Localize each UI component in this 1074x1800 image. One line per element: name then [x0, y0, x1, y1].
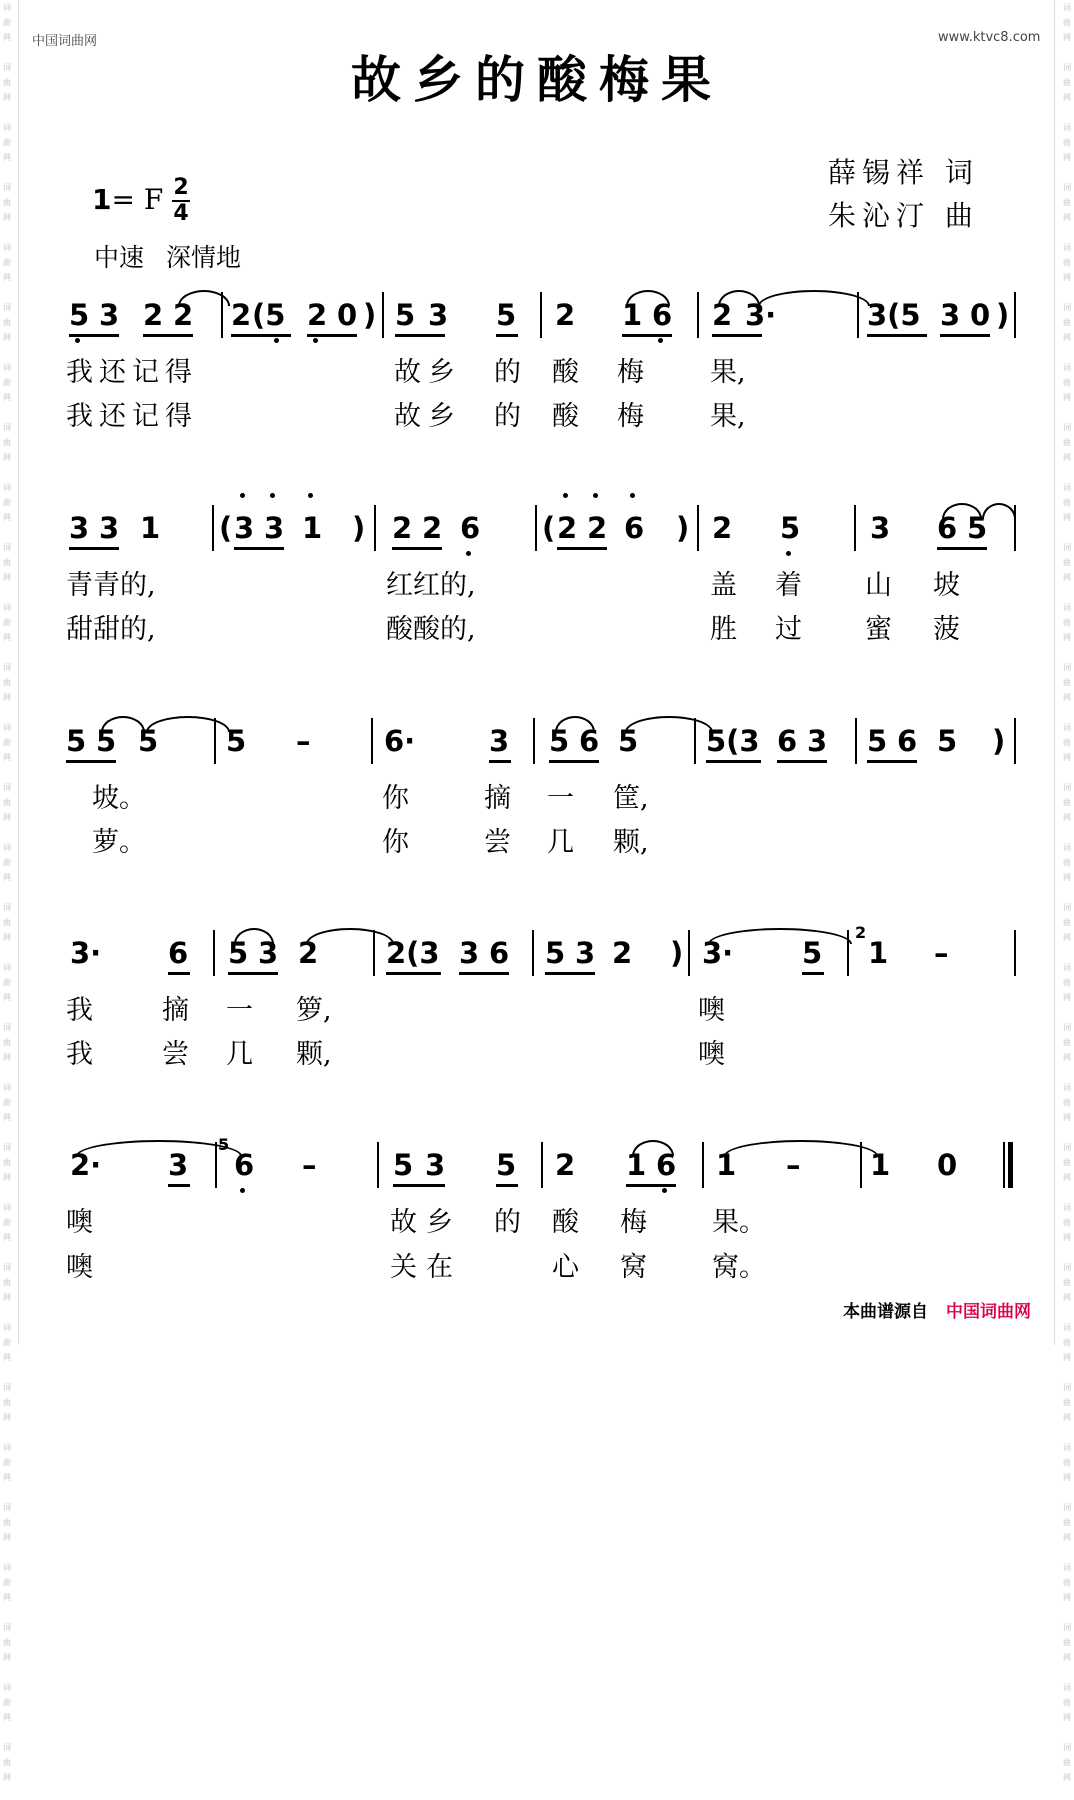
lyric: 噢: [698, 1039, 725, 1070]
note: ): [363, 298, 377, 332]
time-bottom: 4: [173, 201, 189, 226]
note: 2: [298, 936, 319, 970]
beam: [393, 1184, 445, 1187]
lyric: 萝。: [92, 827, 146, 858]
note: 3(5: [867, 298, 921, 332]
source-footer: [843, 1297, 1031, 1322]
note: 3: [69, 511, 90, 545]
barline: [1014, 292, 1016, 338]
right-border: [1054, 0, 1055, 1345]
barline: [1014, 718, 1016, 764]
note: 3: [264, 511, 285, 545]
note: 0: [970, 298, 991, 332]
slur: [708, 928, 852, 944]
lyric: 果。: [712, 1207, 766, 1238]
note: 3: [168, 1148, 189, 1182]
lyric: 颗,: [296, 1039, 332, 1070]
lyrics-2-verse-1: [0, 569, 1074, 603]
lyric: 坡: [933, 570, 960, 601]
beam: [557, 547, 607, 550]
barline: [860, 1142, 862, 1188]
lyric: 乡: [428, 357, 455, 388]
lyric: 摘: [484, 783, 511, 814]
barline: [855, 718, 857, 764]
high-dot: [270, 493, 275, 498]
lyric: 几: [547, 827, 574, 858]
lyric: 红红的,: [386, 570, 476, 601]
note: –: [934, 936, 949, 970]
note: (5: [252, 298, 286, 332]
lyric: 筐,: [613, 783, 649, 814]
note: 2: [557, 511, 578, 545]
lyric: 菠: [933, 614, 960, 645]
beam: [395, 334, 445, 337]
barline: [697, 505, 699, 551]
source-label: 本曲谱源自: [843, 1302, 928, 1322]
lyrics-5-verse-1: [0, 1206, 1074, 1240]
beam: [143, 334, 193, 337]
song-title: 故乡的酸梅果: [351, 50, 723, 109]
barline: [371, 718, 373, 764]
note: 5: [138, 724, 159, 758]
lyric: 的: [494, 401, 521, 432]
note: 2: [612, 936, 633, 970]
lyric: 的: [494, 357, 521, 388]
note: –: [296, 724, 311, 758]
side-watermark-text: 词 曲 网 词 曲 网 词 曲 网 词 曲 网 词 曲 网 词 曲 网 词 曲 网 词 曲 网 词 曲 网 词 曲 网 词 曲 网 词 曲 网 词 曲 网 词 曲 网 词 曲 网 词 曲 网 词 曲 网 词 曲 网 词 曲 网 词 曲 网 词 曲 网 词 曲 网 词 曲 网 词 曲 网 词 曲 网 词 曲 网 词 曲 网 词 曲 网 词 曲 网 词 曲 网: [1063, 3, 1071, 1782]
beam: [496, 334, 518, 337]
beam: [307, 334, 357, 337]
lyric: 盖: [710, 570, 737, 601]
beam: [392, 547, 442, 550]
lyric: 酸酸的,: [386, 614, 476, 645]
time-signature: [172, 176, 190, 226]
tie: [146, 716, 230, 732]
lyrics-5-verse-2: [0, 1251, 1074, 1285]
note: ): [352, 511, 366, 545]
note: 2: [712, 511, 733, 545]
low-dot: [662, 1188, 667, 1193]
note: 5: [545, 936, 566, 970]
lyric: 的: [494, 1207, 521, 1238]
lyric: 我还记得: [66, 401, 198, 432]
beam: [168, 972, 190, 975]
slur: [942, 503, 982, 519]
grace-note: 2: [855, 923, 867, 942]
staff-line-2: [0, 511, 1074, 561]
barline: [697, 292, 699, 338]
note: 5: [496, 1148, 517, 1182]
note: 3: [258, 936, 279, 970]
note: 2: [173, 298, 194, 332]
lyric: 酸: [552, 401, 579, 432]
barline: [212, 505, 214, 551]
barline: [857, 292, 859, 338]
header-right-site: www.ktvc8.com: [938, 30, 1041, 45]
lyrics-1-verse-1: [0, 356, 1074, 390]
header-left-site: 中国词曲网: [32, 34, 98, 49]
tie: [625, 716, 713, 732]
beam: [712, 334, 762, 337]
low-dot: [658, 338, 663, 343]
staff-line-1: [0, 298, 1074, 348]
barline: [532, 930, 534, 976]
lyric: 果,: [710, 357, 746, 388]
lyric: 坡。: [92, 783, 146, 814]
note: 1: [302, 511, 323, 545]
beam: [626, 1184, 676, 1187]
note: 3: [940, 298, 961, 332]
barline: [221, 292, 223, 338]
note: 3: [870, 511, 891, 545]
lyrics-4-verse-2: [0, 1038, 1074, 1072]
tempo-expression: 深情地: [166, 243, 242, 272]
note: 1: [716, 1148, 737, 1182]
composer-credit: 朱沁汀 曲: [828, 199, 979, 232]
lyric: 噢: [698, 995, 725, 1026]
beam: [622, 334, 672, 337]
note: ): [676, 511, 690, 545]
high-dot: [630, 493, 635, 498]
slur: [101, 716, 145, 732]
beam: [231, 334, 291, 337]
note: 5: [393, 1148, 414, 1182]
note: 5: [802, 936, 823, 970]
note: –: [302, 1148, 317, 1182]
beam: [802, 972, 824, 975]
lyric: 窝: [620, 1252, 647, 1283]
note: 2: [712, 298, 733, 332]
staff-line-3: [0, 724, 1074, 774]
note: 5: [618, 724, 639, 758]
lyric: 乡: [426, 1207, 453, 1238]
lyric: 尝: [162, 1039, 189, 1070]
lyric: 我还记得: [66, 357, 198, 388]
lyrics-4-verse-1: [0, 994, 1074, 1028]
beam: [489, 760, 511, 763]
lyric: 梅: [617, 357, 644, 388]
note: 1: [626, 1148, 647, 1182]
note: 1: [868, 936, 889, 970]
note: 2: [587, 511, 608, 545]
lyric: 酸: [552, 1207, 579, 1238]
note: 6: [460, 511, 481, 545]
low-dot: [274, 338, 279, 343]
lyric: 噢: [66, 1252, 93, 1283]
lyric: 过: [775, 614, 802, 645]
beam: [937, 547, 987, 550]
side-watermark-text: 词 曲 网 词 曲 网 词 曲 网 词 曲 网 词 曲 网 词 曲 网 词 曲 网 词 曲 网 词 曲 网 词 曲 网 词 曲 网 词 曲 网 词 曲 网 词 曲 网 词 曲 网 词 曲 网 词 曲 网 词 曲 网 词 曲 网 词 曲 网 词 曲 网 词 曲 网 词 曲 网 词 曲 网 词 曲 网 词 曲 网 词 曲 网 词 曲 网 词 曲 网 词 曲 网: [3, 3, 11, 1782]
tie: [306, 928, 394, 944]
barline: [374, 505, 376, 551]
note: ): [992, 724, 1006, 758]
lyric: 胜: [710, 614, 737, 645]
barline: [377, 1142, 379, 1188]
barline: [214, 718, 216, 764]
note: 6: [234, 1148, 255, 1182]
note: 2(3: [386, 936, 440, 970]
barline: [847, 930, 849, 976]
note: 0: [337, 298, 358, 332]
lyric: 果,: [710, 401, 746, 432]
final-barline-thick: [1008, 1142, 1013, 1188]
barline: [694, 718, 696, 764]
tie: [724, 1140, 878, 1156]
note: ): [670, 936, 684, 970]
left-watermark-strip: [0, 0, 14, 1782]
note: 3: [428, 298, 449, 332]
slur: [718, 290, 760, 306]
note: 3: [99, 298, 120, 332]
note: 5: [66, 724, 87, 758]
note: 1: [622, 298, 643, 332]
lyric: 箩,: [296, 995, 332, 1026]
beam: [545, 972, 595, 975]
high-dot: [593, 493, 598, 498]
final-barline-thin: [1003, 1142, 1005, 1188]
note: 6: [624, 511, 645, 545]
note: 1: [870, 1148, 891, 1182]
barline: [533, 718, 535, 764]
lyrics-2-verse-2: [0, 613, 1074, 647]
lyric: 蜜: [865, 614, 892, 645]
beam: [66, 760, 116, 763]
source-brand-link[interactable]: 中国词曲网: [946, 1302, 1031, 1322]
note: 6: [168, 936, 189, 970]
left-border: [18, 0, 19, 1345]
note: 1: [140, 511, 161, 545]
slur: [555, 716, 595, 732]
tempo-speed: 中速: [94, 243, 145, 272]
slur: [234, 928, 274, 944]
beam: [867, 334, 927, 337]
right-watermark-strip: [1060, 0, 1074, 1782]
lyricist-credit: 薛锡祥 词: [828, 156, 979, 189]
note: 2: [555, 1148, 576, 1182]
note: 3: [575, 936, 596, 970]
lyric: 梅: [620, 1207, 647, 1238]
note: 5(3: [706, 724, 760, 758]
note: 5: [967, 511, 988, 545]
high-dot: [240, 493, 245, 498]
low-dot: [786, 551, 791, 556]
barline: [535, 505, 537, 551]
beam: [168, 1184, 190, 1187]
note: 6: [489, 936, 510, 970]
beam: [940, 334, 990, 337]
note: 3: [425, 1148, 446, 1182]
time-top: 2: [173, 175, 189, 200]
lyric: 颗,: [613, 827, 649, 858]
lyric: 故: [394, 401, 421, 432]
lyric: 你: [382, 827, 409, 858]
note: 5: [395, 298, 416, 332]
key-eq: =: [111, 183, 135, 216]
lyric: 山: [865, 570, 892, 601]
note: 3·: [702, 936, 734, 970]
barline: [382, 292, 384, 338]
lyric: 梅: [617, 401, 644, 432]
note: 3·: [745, 298, 777, 332]
barline: [373, 930, 375, 976]
note: 6: [777, 724, 798, 758]
lyric: 酸: [552, 357, 579, 388]
note: 6·: [384, 724, 416, 758]
note: 3·: [70, 936, 102, 970]
lyrics-3-verse-2: [0, 826, 1074, 860]
note: 3: [489, 724, 510, 758]
key-signature: [92, 183, 163, 216]
note: 0: [937, 1148, 958, 1182]
barline: [215, 1142, 217, 1188]
beam: [777, 760, 827, 763]
note: 6: [652, 298, 673, 332]
high-dot: [563, 493, 568, 498]
lyric: 几: [226, 1039, 253, 1070]
note: 6: [656, 1148, 677, 1182]
lyric: 窝。: [712, 1252, 766, 1283]
lyric: 我: [66, 995, 93, 1026]
note: 5: [228, 936, 249, 970]
lyric: 一: [547, 783, 574, 814]
lyric: 噢: [66, 1207, 93, 1238]
barline: [1014, 930, 1016, 976]
note: (: [219, 511, 233, 545]
lyric: 在: [426, 1252, 453, 1283]
low-dot: [75, 338, 80, 343]
lyric: 摘: [162, 995, 189, 1026]
beam: [386, 972, 441, 975]
note: 3: [99, 511, 120, 545]
note: 2: [143, 298, 164, 332]
note: 5: [96, 724, 117, 758]
note: 6: [937, 511, 958, 545]
staff-line-5: [0, 1135, 1074, 1198]
barline: [1014, 505, 1016, 551]
barline: [854, 505, 856, 551]
slur: [626, 290, 670, 306]
note: 3: [459, 936, 480, 970]
note: 2: [422, 511, 443, 545]
low-dot: [466, 551, 471, 556]
note: (: [542, 511, 556, 545]
note: 5: [937, 724, 958, 758]
note: 2: [231, 298, 252, 332]
beam: [549, 760, 599, 763]
note: ): [996, 298, 1010, 332]
lyric: 我: [66, 1039, 93, 1070]
note: –: [786, 1148, 801, 1182]
beam: [867, 760, 917, 763]
lyric: 甜甜的,: [66, 614, 156, 645]
note: 2·: [70, 1148, 102, 1182]
beam: [228, 972, 278, 975]
lyrics-1-verse-2: [0, 400, 1074, 434]
lyric: 你: [382, 783, 409, 814]
lyric: 故: [394, 357, 421, 388]
low-dot: [240, 1188, 245, 1193]
barline: [688, 930, 690, 976]
note: 3: [234, 511, 255, 545]
note: 3: [807, 724, 828, 758]
beam: [706, 760, 761, 763]
tie: [758, 290, 870, 306]
lyric: 着: [775, 570, 802, 601]
note: 5: [226, 724, 247, 758]
key-note: F: [143, 183, 164, 216]
lyric: 心: [552, 1252, 579, 1283]
key-prefix: 1: [92, 183, 112, 216]
barline: [540, 292, 542, 338]
slur: [632, 1140, 674, 1156]
note: 5: [780, 511, 801, 545]
lyrics-3-verse-1: [0, 782, 1074, 816]
low-dot: [313, 338, 318, 343]
staff-line-4: [0, 923, 1074, 986]
note: 5: [69, 298, 90, 332]
note: 2: [307, 298, 328, 332]
note: 5: [549, 724, 570, 758]
beam: [496, 1184, 518, 1187]
note: 6: [897, 724, 918, 758]
lyric: 一: [226, 995, 253, 1026]
barline: [213, 930, 215, 976]
beam: [459, 972, 509, 975]
lyric: 故: [390, 1207, 417, 1238]
note: 2: [555, 298, 576, 332]
tempo-marking: [94, 238, 263, 274]
high-dot: [308, 493, 313, 498]
lyric: 青青的,: [66, 570, 156, 601]
lyric: 乡: [428, 401, 455, 432]
lyric: 关: [390, 1252, 417, 1283]
beam: [69, 334, 119, 337]
beam: [234, 547, 284, 550]
grace-note: 5: [218, 1135, 230, 1154]
lyric: 尝: [484, 827, 511, 858]
tie: [982, 503, 1016, 519]
barline: [541, 1142, 543, 1188]
beam: [69, 547, 119, 550]
barline: [702, 1142, 704, 1188]
note: 6: [579, 724, 600, 758]
note: 5: [496, 298, 517, 332]
note: 2: [392, 511, 413, 545]
note: 5: [867, 724, 888, 758]
